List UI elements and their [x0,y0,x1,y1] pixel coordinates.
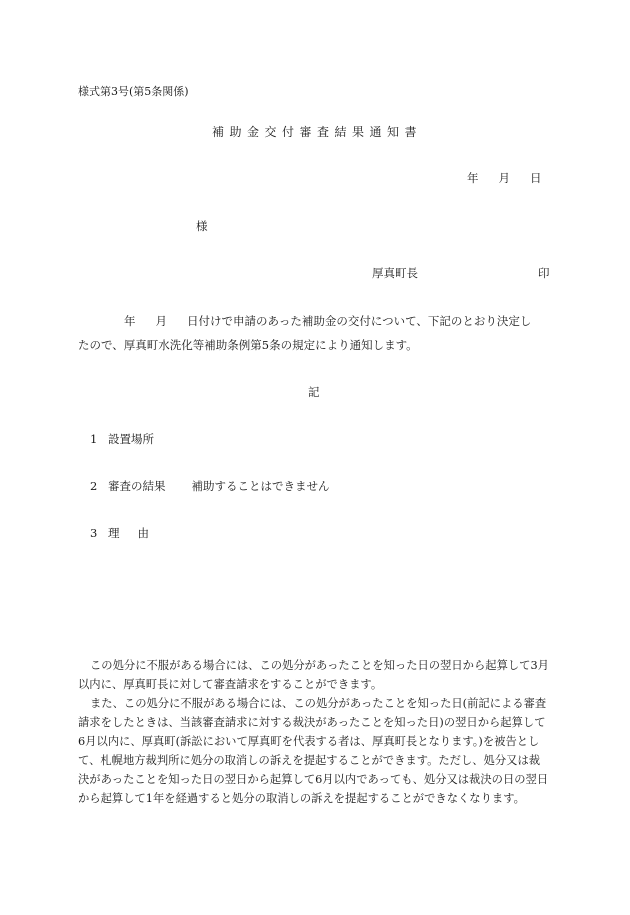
item-label: 設置場所 [108,432,154,446]
seal-mark: 印 [538,266,550,280]
item-value: 補助することはできません [191,479,330,493]
item-label-part2: 由 [137,526,149,540]
notice-line: 月以内に、厚真町長に対して審査請求をすることができます。 [78,659,549,691]
date-day-unit: 日 [530,171,542,185]
notice-line: また、この処分に不服がある場合には、この処分があったことを知った日(前記による審 [90,697,535,710]
document-title: 補助金交付審査結果通知書 [212,125,423,139]
addressee-suffix: 様 [196,219,208,233]
notice-line: の日の翌日から起算して1年を経過すると処分の取消しの訴えを提起することができなく [78,773,549,805]
item-installation-site [90,434,154,446]
date-year-unit: 年 [467,171,479,185]
item-label: 審査の結果 [108,479,166,493]
intro-month-unit: 月 [155,314,167,328]
notice-line: 告として、札幌地方裁判所に処分の取消しの訴えを提起することができます。ただし、処 [78,735,540,767]
item-number: 3 [90,526,98,540]
item-number: 2 [90,479,98,493]
date-month-unit: 月 [498,171,510,185]
intro-line-1-text: 日付けで申請のあった補助金の交付について、下記のとおり決定し [187,314,532,328]
appeal-notice [78,656,550,808]
item-number: 1 [90,432,98,446]
notice-paragraph-2 [78,694,550,808]
intro-year-unit: 年 [124,314,136,328]
notice-line: 査請求をしたときは、当該審査請求に対する裁決があったことを知った日)の翌日から起算 [78,697,547,729]
intro-line-1 [124,316,531,328]
form-number: 様式第3号(第5条関係) [78,85,189,98]
notice-line: この処分に不服がある場合には、この処分があったことを知った日の翌日から起算して3 [90,659,538,672]
ki-heading: 記 [308,385,320,399]
item-review-result [90,481,330,493]
notice-line: なります。 [469,792,525,805]
item-reason [90,528,149,540]
item-label-part1: 理 [108,526,120,540]
notice-line: 分又は裁決があったことを知った日の翌日から起算して6月以内であっても、処分又は裁決 [78,754,541,786]
intro-line-2: たので、厚真町水洗化等補助条例第5条の規定により通知します。 [78,338,418,352]
notice-line: して6月以内に、厚真町(訴訟において厚真町を代表する者は、厚真町長となります。)を被 [78,716,546,748]
date-line [467,173,542,185]
notice-paragraph-1 [78,656,550,694]
issuer-name: 厚真町長 [372,266,418,280]
